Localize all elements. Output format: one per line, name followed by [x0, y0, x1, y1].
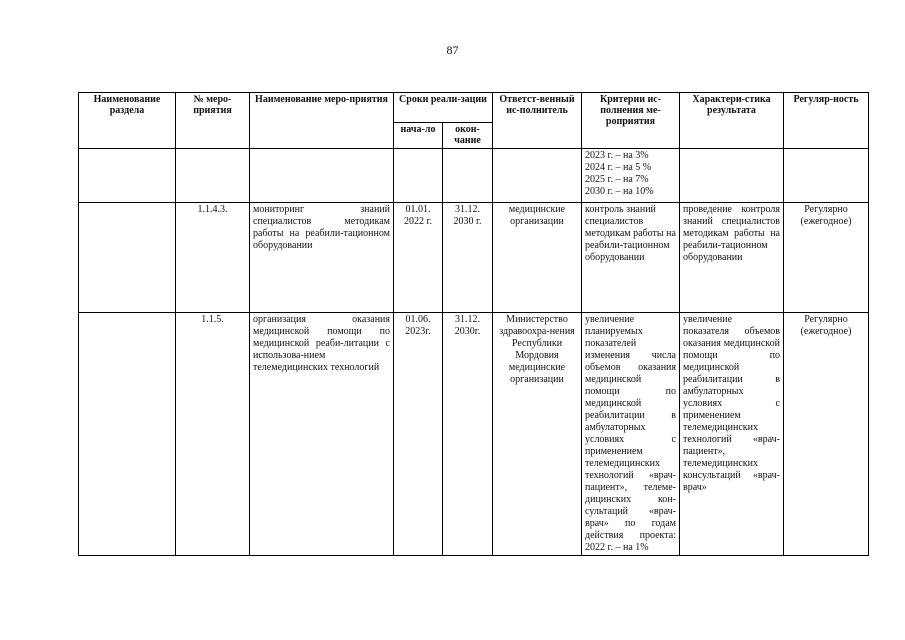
header-deadlines: Сроки реали-зации	[394, 93, 493, 123]
cell-start	[394, 149, 443, 203]
cell-result: проведение контроля знаний специалистов методикам работы на реабили-тационном оборудовании	[680, 203, 784, 313]
cell-start: 01.01. 2022 г.	[394, 203, 443, 313]
header-section-name: Наименование раздела	[79, 93, 176, 149]
header-event-no: № меро-приятия	[176, 93, 250, 149]
cell-criteria: 2023 г. – на 3% 2024 г. – на 5 % 2025 г. – на 7% 2030 г. – на 10%	[582, 149, 680, 203]
cell-section	[79, 149, 176, 203]
cell-start: 01.06. 2023г.	[394, 313, 443, 556]
cell-criteria: контроль знаний специалистов методикам работы на реабили-тационном оборудовании	[582, 203, 680, 313]
header-criteria: Критерии ис-полнения ме-роприятия	[582, 93, 680, 149]
table-header	[79, 93, 869, 149]
cell-criteria: увеличение планируемых показателей изменения числа объемов оказания медицинской помощи по медицинской реабилитации в амбулаторных условиях с применением телемедицинских технологий «врач-пациент», телеме-дицинских кон-сультаций «врач-врач» по годам действия проекта: 2022 г. – на 1%	[582, 313, 680, 556]
cell-result: увеличение показателя объемов оказания медицинской помощи по медицинской реабилитации в амбулаторных условиях с применением телемедицинских технологий «врач-пациент», телемедицинских консультаций «врач-врач»	[680, 313, 784, 556]
cell-end: 31.12. 2030г.	[443, 313, 493, 556]
cell-regularity: Регулярно (ежегодное)	[784, 313, 869, 556]
header-start: нача-ло	[394, 123, 443, 149]
cell-end	[443, 149, 493, 203]
cell-event-no	[176, 149, 250, 203]
header-result: Характери-стика результата	[680, 93, 784, 149]
cell-event-name	[250, 149, 394, 203]
cell-responsible: Министерство здравоохра-нения Республики Мордовия медицинские организации	[493, 313, 582, 556]
header-event-name: Наименование меро-приятия	[250, 93, 394, 149]
cell-result	[680, 149, 784, 203]
activity-table	[78, 92, 869, 556]
cell-end: 31.12. 2030 г.	[443, 203, 493, 313]
cell-regularity	[784, 149, 869, 203]
cell-event-no: 1.1.4.3.	[176, 203, 250, 313]
cell-event-name: мониторинг знаний специалистов методикам работы на реабили-тационном оборудовании	[250, 203, 394, 313]
table-row	[79, 313, 869, 556]
page-number: 87	[446, 43, 459, 57]
table-row	[79, 149, 869, 203]
header-end: окон-чание	[443, 123, 493, 149]
cell-responsible: медицинские организации	[493, 203, 582, 313]
cell-regularity: Регулярно (ежегодное)	[784, 203, 869, 313]
header-responsible: Ответст-венный ис-полнитель	[493, 93, 582, 149]
cell-section	[79, 313, 176, 556]
header-regularity: Регуляр-ность	[784, 93, 869, 149]
cell-event-no: 1.1.5.	[176, 313, 250, 556]
cell-section	[79, 203, 176, 313]
table-row	[79, 203, 869, 313]
cell-event-name: организация оказания медицинской помощи по медицинской реаби-литации с использова-нием телемедицинских технологий	[250, 313, 394, 556]
cell-responsible	[493, 149, 582, 203]
